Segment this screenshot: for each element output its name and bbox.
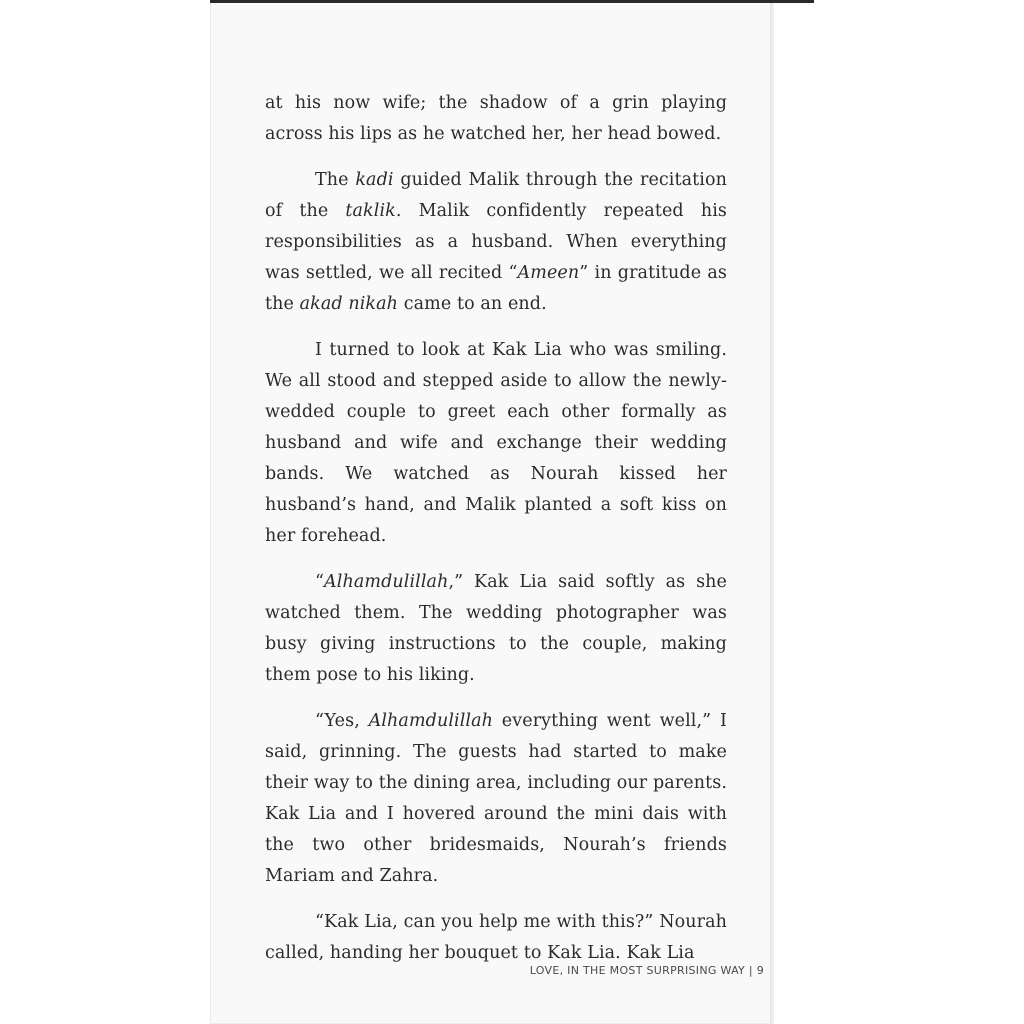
text-run: “ (315, 572, 325, 592)
paragraph (265, 88, 727, 150)
text-run: ” in gratitude as the (265, 263, 727, 314)
text-run: . Malik confidently repeated his responsibilities as a husband. When everything was settled, we all recited “ (265, 201, 727, 283)
page-footer (460, 964, 764, 977)
footer-separator: | (748, 964, 753, 977)
page-number: 9 (756, 964, 764, 977)
italic-term: Alhamdulillah (324, 572, 449, 592)
text-run: came to an end. (398, 294, 547, 314)
text-run: ,” Kak Lia said softly as she watched them. The wedding photographer was busy giving instructions to the couple, making them pose to his liking. (265, 572, 727, 685)
text-run: “Yes, (315, 711, 369, 731)
italic-term: akad nikah (299, 294, 399, 314)
paragraph (265, 907, 727, 969)
text-run: everything went well,” I said, grinning. The guests had started to make their way to the dining area, including our parents. Kak Lia and I hovered around the mini dais with the two other bridesmaids, Nourah’s friends Mariam and Zahra. (265, 711, 727, 886)
text-run: “Kak Lia, can you help me with this?” Nourah called, handing her bouquet to Kak Lia. Kak Lia (265, 912, 727, 963)
italic-term: Ameen (517, 263, 580, 283)
running-title: LOVE, IN THE MOST SURPRISING WAY (529, 964, 746, 977)
italic-term: taklik (345, 201, 396, 221)
paragraph (265, 335, 727, 552)
page-top-edge (210, 0, 814, 3)
paragraph (265, 706, 727, 892)
text-run: guided Malik through the recitation of the (265, 170, 727, 221)
page-edge-shadow (770, 0, 774, 1024)
paragraph (265, 165, 727, 320)
italic-term: Alhamdulillah (368, 711, 494, 731)
text-run: I turned to look at Kak Lia who was smiling. We all stood and stepped aside to allow the newly-wedded couple to greet each other formally as husband and wife and exchange their wedding bands. We watched as Nourah kissed her husband’s hand, and Malik planted a soft kiss on her forehead. (265, 340, 727, 546)
text-run: The (315, 170, 356, 190)
text-run: at his now wife; the shadow of a grin playing across his lips as he watched her, her head bowed. (265, 93, 727, 144)
italic-term: kadi (355, 170, 394, 190)
paragraph (265, 567, 727, 691)
body-text (265, 88, 727, 984)
